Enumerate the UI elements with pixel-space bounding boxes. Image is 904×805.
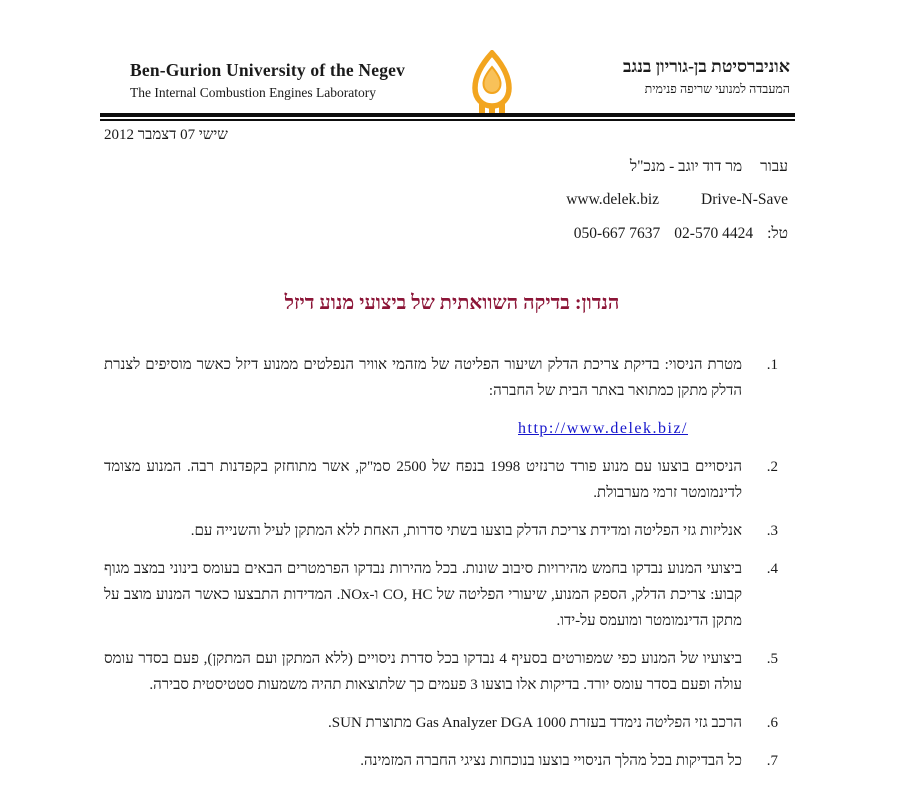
item-number: 3. (766, 523, 778, 539)
list-item-2 (104, 454, 780, 506)
item-number: 4. (766, 561, 778, 577)
lab-name-en: The Internal Combustion Engines Laboratory (130, 85, 376, 100)
company-brand: Drive-N-Save (701, 191, 788, 208)
bgu-logo-icon (466, 50, 518, 114)
company-line (566, 191, 788, 209)
phone-office: 02-570 4424 (674, 225, 754, 242)
item-number: 7. (766, 753, 778, 769)
item-text: כל הבדיקות בכל מהלך הניסויי בוצעו בנוכחות נציגי החברה המזמינה. (360, 753, 742, 769)
date-line: שישי 07 דצמבר 2012 (104, 127, 228, 143)
phone-mobile: 050-667 7637 (573, 225, 661, 242)
header-hebrew (623, 56, 790, 97)
body-list (104, 352, 780, 786)
lab-name-he: המעבדה למנועי שריפה פנימית (644, 82, 790, 96)
recipient-name: מר דוד יוגב - מנכ"ל (629, 158, 743, 175)
recipient-line (630, 158, 788, 176)
university-name-en: Ben-Gurion University of the Negev (130, 60, 406, 80)
link-line (104, 416, 780, 442)
company-website[interactable]: www.delek.biz (566, 191, 660, 208)
list-item-1 (104, 352, 780, 404)
item-text: הרכב גזי הפליטה נימדד בעזרת Gas Analyzer DGA 1000 מתוצרת SUN. (328, 715, 742, 731)
item-text: ביצועיו של המנוע כפי שמפורטים בסעיף 4 נבדקו בכל סדרת ניסויים (ללא המתקן ועם המתקן), פעם בסדר עומס עולה ופעם בסדר עומס יורד. בדיקות אלו בוצעו 3 פעמים כך שלתוצאות תהיה משמעות סטטיסטית סבירה. (104, 651, 742, 693)
list-item-3 (104, 518, 780, 544)
list-item-5 (104, 646, 780, 698)
subject-title: הנדון: בדיקה השוואתית של ביצועי מנוע דיזל (284, 292, 620, 314)
item-number: 2. (766, 459, 778, 475)
header-english (130, 60, 405, 101)
list-item-7 (104, 748, 780, 774)
phone-line (574, 225, 788, 243)
delek-hyperlink[interactable]: http://www.delek.biz/ (518, 420, 688, 437)
university-name-he: אוניברסיטת בן-גוריון בנגב (623, 56, 790, 76)
item-text: מטרת הניסוי: בדיקת צריכת הדלק ושיעור הפליטה של מזהמי אוויר הנפלטים ממנוע דיזל כאשר מוסיפים לצנרת הדלק מתקן כמתואר באתר הבית של החברה: (104, 357, 742, 399)
list-item-4 (104, 556, 780, 634)
item-text: הניסויים בוצעו עם מנוע פורד טרנזיט 1998 בנפח של 2500 סמ"ק, אשר מתוחזק בקפדנות רבה. המנוע מצומד לדינמומטר זרמי מערבולת. (104, 459, 743, 501)
list-item-6 (104, 710, 780, 736)
item-text: ביצועי המנוע נבדקו בחמש מהירויות סיבוב שונות. בכל מהירות נבדקו הפרמטרים הבאים בעומס בינוני במצב מגוף קבוע: צריכת הדלק, הספק המנוע, שיעורי הפליטה של CO, HC ו-NOx. המדידות התבצעו כאשר המנוע מוצב על מתקן הדינמומטר ומועמס על-ידו. (104, 561, 742, 629)
item-number: 1. (766, 357, 778, 373)
item-number: 6. (766, 715, 778, 731)
header-divider (100, 113, 795, 121)
item-text: אנליזות גזי הפליטה ומדידת צריכת הדלק בוצעו בשתי סדרות, האחת ללא המתקן לעיל והשנייה עם. (190, 523, 742, 539)
for-label: עבור (760, 158, 788, 175)
item-number: 5. (766, 651, 778, 667)
phone-label: טל: (767, 225, 788, 242)
